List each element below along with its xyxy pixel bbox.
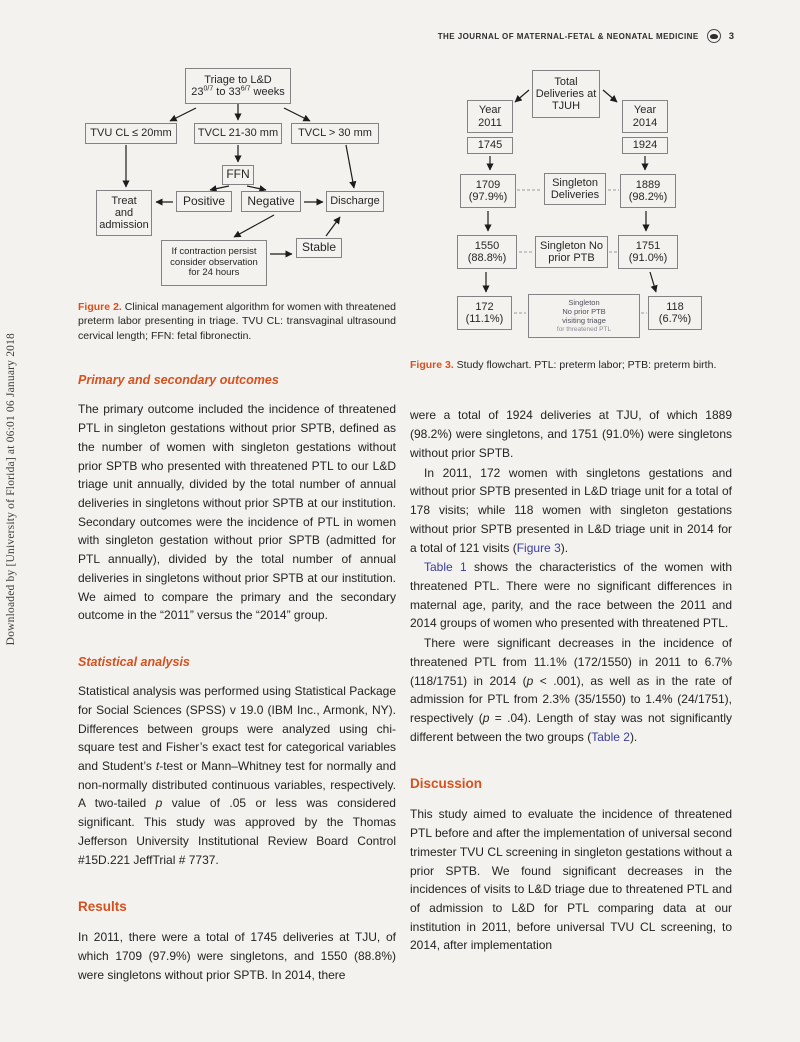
table1-link[interactable]: Table 1 [424,560,467,575]
paragraph-results-right-1: were a total of 1924 deliveries at TJU, of which 1889 (98.2%) were singletons, and 1751 (91.0%) were singletons without prior SPTB. [410,408,732,460]
figure3-link[interactable]: Figure 3 [516,540,561,555]
flow-box-triage [185,68,291,104]
italic-p2: p [482,710,490,725]
figure2-caption-text: Clinical management algorithm for women with threatened preterm labor presenting in triage. TVU CL: transvaginal ultrasound cervical length; FFN: fetal fibronectin. [78,301,396,342]
paragraph-discussion: This study aimed to evaluate the incidence of threatened PTL before and after the implementation of universal second trimester TVU CL screening in singleton gestations without a prior SPTB. We found significant decreases in the incidences of visits to L&D triage due to threatened PTL and of admission to L&D for PTL comparing data at our institution in 2011, before universal TVU CL screening, to 2014, after implementation [410,807,732,953]
paragraph-results-right-2: In 2011, 172 women with singletons gestations and without prior SPTB presented in L&D triage unit for a total of 178 visits; while 118 women with singleton gestations without prior SPTB presented in L&D triage unit in 2014 for a total of 121 visits (Figure 3). [410,465,732,555]
flow-box-visits-2014: 118 (6.7%) [648,296,702,330]
flow-box-year-2011: Year 2011 [467,100,513,133]
left-column [78,60,396,984]
flow-box-negative: Negative [241,191,301,212]
paragraph-results-right-3: Table 1 shows the characteristics of the women with threatened PTL. There were no significant differences in maternal age, parity, and the race between the 2011 and 2014 groups of women who presented with threatened PTL. [410,560,732,631]
section-heading-results: Results [78,899,127,915]
paragraph-results-right-4: There were significant decreases in the incidence of threatened PTL from 11.1% (172/1550) in 2011 to 6.7% (118/1751) in 2014 (p < .001), as well as in the rate of admission for PTL from 2.3% (35/1550) to 1.4% (24/1751), respectively (p = .04). Length of stay was not significantly different between the two groups (Table 2). [410,636,733,744]
flow-box-discharge: Discharge [326,191,384,212]
flow-box-contraction: If contraction persist consider observation for 24 hours [161,240,267,286]
flow-box-tvcl-high: TVCL > 30 mm [291,123,379,144]
flow-box-noprior-2011: 1550 (88.8%) [457,235,517,269]
flow-box-n2014: 1924 [622,137,668,154]
figure3-flowchart [410,68,732,348]
flow-box-visits-2011: 172 (11.1%) [457,296,512,330]
section-heading-discussion: Discussion [410,776,483,792]
flow-box-singletons-2014: 1889 (98.2%) [620,174,676,208]
flow-box-noprior-2014: 1751 (91.0%) [618,235,678,269]
figure3-caption-text: Study flowchart. PTL: preterm labor; PTB: preterm birth. [453,359,717,371]
section-heading-statistical-analysis: Statistical analysis [78,655,190,670]
right-column [410,60,732,955]
flow-box-positive: Positive [176,191,232,212]
section-heading-outcomes: Primary and secondary outcomes [78,373,279,388]
page-header [438,29,734,43]
figure3-caption [410,358,732,372]
flow-box-visiting-label: Singleton No prior PTB visiting triage for threatened PTL [528,294,640,338]
triage-line1: Triage to L&D [204,73,272,86]
flow-box-n2011: 1745 [467,137,513,154]
figure3-caption-label: Figure 3. [410,359,454,371]
flow-box-year-2014: Year 2014 [622,100,668,133]
flow-box-tvu-low: TVU CL ≤ 20mm [85,123,177,144]
flow-box-noprior-label: Singleton No prior PTB [535,236,608,268]
flow-box-treat: Treat and admission [96,190,152,236]
triage-line2: $23^{0/7}$ to $33^{6/7}$ weeks [191,85,285,98]
figure2-flowchart [78,68,396,290]
paragraph-outcomes: The primary outcome included the incidence of threatened PTL in singleton gestations without prior SPTB, defined as the number of women with singleton gestations without prior SPTB who presented with threatened PTL to our L&D triage unit annually, divided by the total number of annual deliveries in singletons without prior SPTB at our institution. Secondary outcomes were the incidence of PTL in women with singleton gestation without prior SPTB (admitted for PTL annually), divided by the total number of annual deliveries in singletons without prior SPTB at our institution. We aimed to compare the primary and the secondary outcome in the “2011” versus the “2014” group. [78,402,396,623]
figure2-caption-label: Figure 2. [78,301,122,313]
flow-box-total-deliveries: Total Deliveries at TJUH [532,70,600,118]
figure2-caption [78,300,396,343]
flow-box-singleton-deliveries-label: Singleton Deliveries [544,173,606,205]
download-watermark: Downloaded by [University of Florida] at 06:01 06 January 2018 [5,333,17,646]
page-number: 3 [728,30,734,42]
flow-box-tvcl-mid: TVCL 21-30 mm [194,123,282,144]
italic-p: p [155,796,163,811]
table2-link[interactable]: Table 2 [591,729,630,744]
flow-box-singletons-2011: 1709 (97.9%) [460,174,516,208]
flow-box-ffn: FFN [222,165,254,185]
publisher-logo-icon [707,29,721,43]
journal-title: THE JOURNAL OF MATERNAL-FETAL & NEONATAL MEDICINE [437,31,699,41]
italic-t: t [155,758,160,773]
paragraph-statistics: Statistical analysis was performed using Statistical Package for Social Sciences (SPSS) v 19.0 (IBM Inc., Armonk, NY). Differences between groups were analyzed using chi-square test and Fisher’s exact test for categorical variables and Student’s t-test or Mann–Whitney test for normally and non-normally distributed continuous variables, respectively. A two-tailed p value of .05 or less was considered significant. This study was approved by the Thomas Jefferson University Institutional Review Board Control #15D.221 JeffTrial # 7737. [78,684,396,867]
paragraph-results-left: In 2011, there were a total of 1745 deliveries at TJU, of which 1709 (97.9%) were singletons, and 1550 (88.8%) were singletons without prior SPTB. In 2014, there [78,930,396,982]
flow-box-stable: Stable [296,238,342,258]
italic-p1: p [526,673,534,688]
